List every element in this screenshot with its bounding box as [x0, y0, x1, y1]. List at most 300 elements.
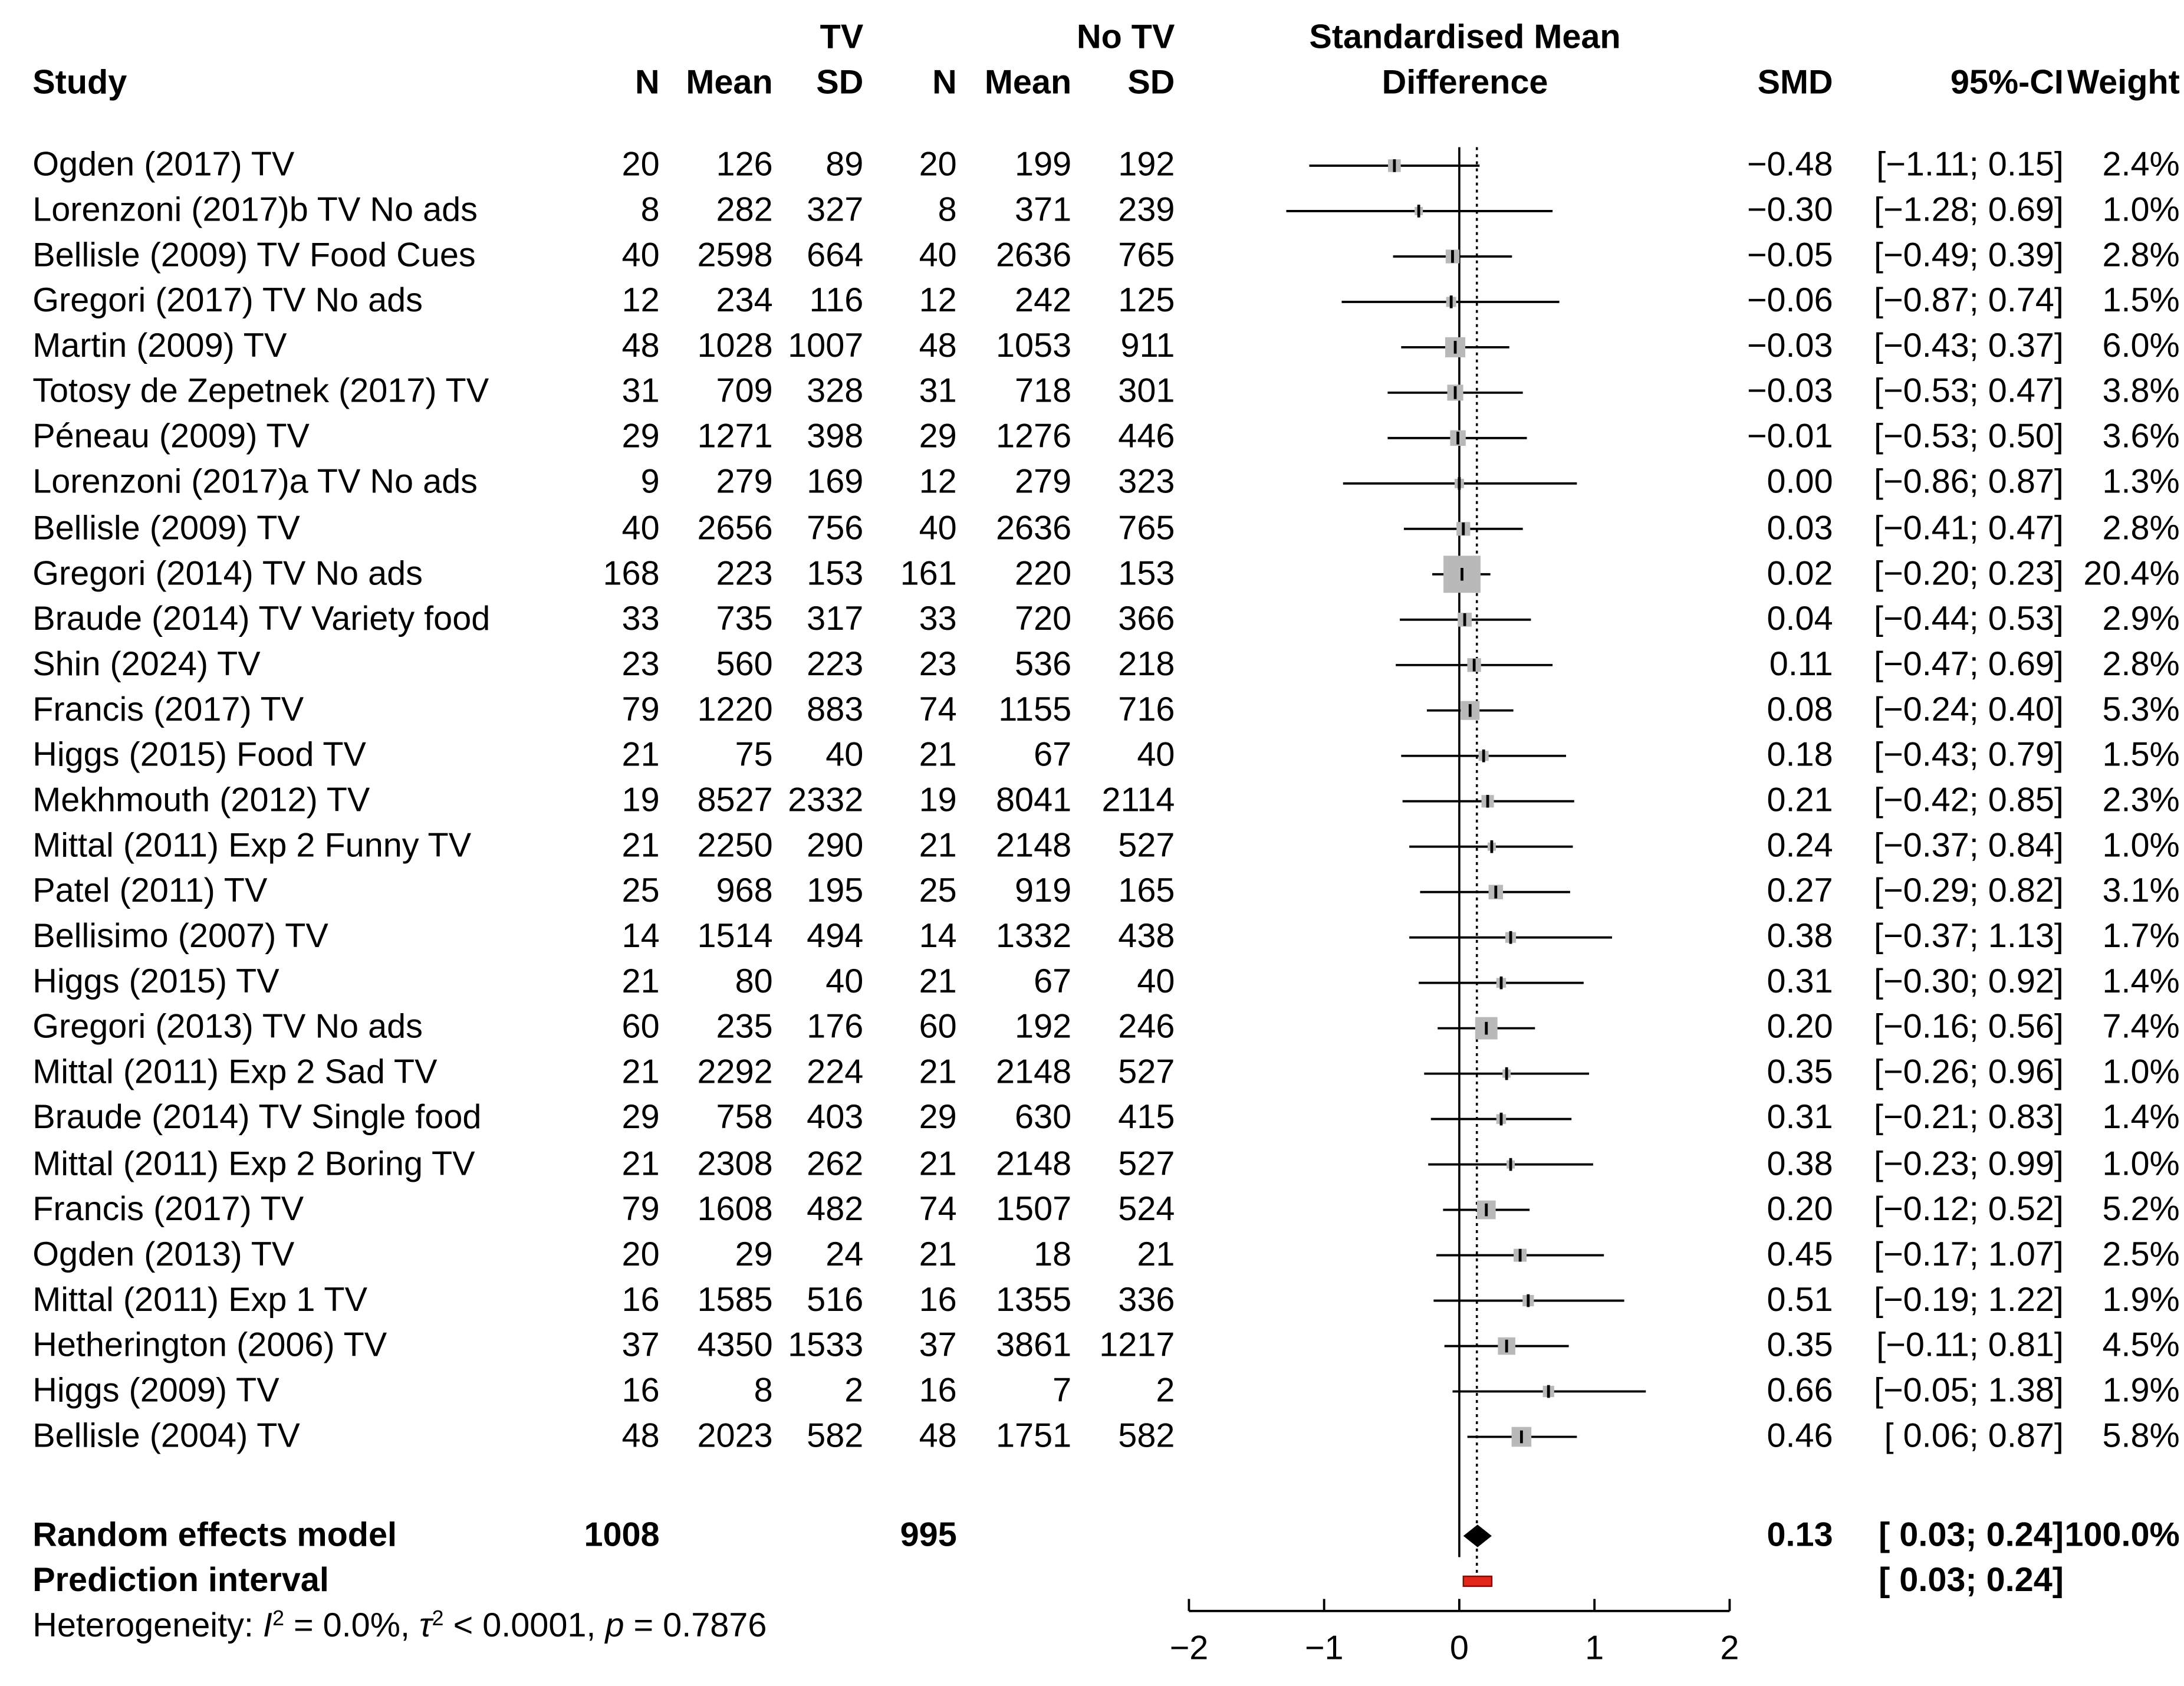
weight-value: 5.8% [2102, 1416, 2180, 1455]
summary-ci: [ 0.03; 0.24] [1879, 1516, 2064, 1554]
smd-value: 0.20 [1767, 1008, 1833, 1047]
tv-mean: 1220 [697, 691, 773, 729]
heterogeneity-segment: τ [419, 1606, 432, 1645]
tv-sd: 40 [825, 962, 864, 1001]
summary-weight: 100.0% [2064, 1516, 2180, 1554]
no-tv-n: 40 [919, 509, 957, 547]
tv-mean: 2656 [697, 509, 773, 547]
ci-value: [−0.23; 0.99] [1873, 1144, 2064, 1183]
no-tv-sd: 153 [1118, 554, 1175, 593]
study-row [0, 1187, 2184, 1233]
study-row [0, 1096, 2184, 1142]
tv-n: 37 [621, 1326, 660, 1365]
no-tv-mean: 2148 [996, 1144, 1072, 1183]
smd-value: −0.05 [1746, 236, 1833, 275]
no-tv-mean: 2148 [996, 827, 1072, 865]
study-name: Francis (2017) TV [32, 691, 304, 729]
tv-n: 79 [621, 1189, 660, 1228]
tv-mean: 235 [716, 1008, 773, 1047]
tv-mean: 279 [716, 464, 773, 502]
tv-sd: 169 [807, 464, 864, 502]
weight-value: 1.4% [2102, 1099, 2180, 1138]
no-tv-n: 8 [938, 191, 957, 230]
tv-n: 16 [621, 1280, 660, 1319]
study-row [0, 551, 2184, 597]
ci-value: [−0.43; 0.79] [1873, 736, 2064, 774]
study-name: Mittal (2011) Exp 2 Boring TV [32, 1144, 475, 1183]
weight-value: 1.3% [2102, 464, 2180, 502]
no-tv-mean: 1053 [996, 327, 1072, 366]
tv-sd: 153 [807, 554, 864, 593]
no-tv-sd: 527 [1118, 827, 1175, 865]
weight-value: 4.5% [2102, 1326, 2180, 1365]
heterogeneity-segment: p [605, 1606, 624, 1645]
heterogeneity-text [32, 1604, 1165, 1649]
no-tv-sd: 716 [1118, 691, 1175, 729]
tv-n: 25 [621, 872, 660, 911]
tv-n: 9 [640, 464, 660, 502]
weight-value: 2.9% [2102, 600, 2180, 638]
tv-sd: 1533 [788, 1326, 864, 1365]
ci-value: [−0.47; 0.69] [1873, 645, 2064, 683]
ci-column-header: 95%-CI [1950, 64, 2064, 102]
weight-value: 3.6% [2102, 418, 2180, 456]
study-name: Higgs (2015) Food TV [32, 736, 366, 774]
tv-sd: 494 [807, 917, 864, 956]
ci-value: [−0.49; 0.39] [1873, 236, 2064, 275]
tv-sd: 516 [807, 1280, 864, 1319]
tv-sd: 24 [825, 1235, 864, 1274]
smd-value: 0.31 [1767, 1099, 1833, 1138]
ci-value: [−0.42; 0.85] [1873, 781, 2064, 820]
smd-value: −0.01 [1746, 418, 1833, 456]
ci-value: [−0.87; 0.74] [1873, 282, 2064, 321]
tv-sd: 223 [807, 645, 864, 683]
no-tv-n: 25 [919, 872, 957, 911]
tv-sd: 327 [807, 191, 864, 230]
tv-n: 23 [621, 645, 660, 683]
tv-sd: 262 [807, 1144, 864, 1183]
study-name: Péneau (2009) TV [32, 418, 310, 456]
study-name: Lorenzoni (2017)b TV No ads [32, 191, 478, 230]
tv-mean: 1028 [697, 327, 773, 366]
study-row [0, 778, 2184, 824]
no-tv-n: 161 [900, 554, 957, 593]
smd-value: 0.27 [1767, 872, 1833, 911]
no-tv-mean: 720 [1015, 600, 1072, 638]
no-tv-n: 14 [919, 917, 957, 956]
tv-mean: 282 [716, 191, 773, 230]
tv-n: 60 [621, 1008, 660, 1047]
no-tv-sd: 165 [1118, 872, 1175, 911]
study-row [0, 1369, 2184, 1414]
study-row [0, 1142, 2184, 1187]
weight-value: 6.0% [2102, 327, 2180, 366]
ci-value: [−0.41; 0.47] [1873, 509, 2064, 547]
summary-label: Random effects model [32, 1516, 397, 1554]
no-tv-sd: 1217 [1099, 1326, 1175, 1365]
tv-sd: 883 [807, 691, 864, 729]
no-tv-n: 21 [919, 736, 957, 774]
weight-value: 2.3% [2102, 781, 2180, 820]
weight-value: 1.4% [2102, 962, 2180, 1001]
tv-sd: 195 [807, 872, 864, 911]
tv-n: 16 [621, 1371, 660, 1410]
tv-mean: 4350 [697, 1326, 773, 1365]
heterogeneity-row [0, 1604, 2184, 1649]
weight-value: 1.0% [2102, 191, 2180, 230]
no-tv-sd: 125 [1118, 282, 1175, 321]
tv-n: 20 [621, 146, 660, 185]
tv-mean: 8527 [697, 781, 773, 820]
weight-value: 1.0% [2102, 1053, 2180, 1092]
smd-value: 0.08 [1767, 691, 1833, 729]
prediction-label: Prediction interval [32, 1561, 329, 1600]
axis-tick-label: 1 [1585, 1629, 1604, 1667]
tv-n: 12 [621, 282, 660, 321]
no-tv-sd: 218 [1118, 645, 1175, 683]
smd-value: 0.04 [1767, 600, 1833, 638]
axis-tick-label: 0 [1449, 1629, 1469, 1667]
no-tv-n: 29 [919, 1099, 957, 1138]
no-tv-mean: 18 [1034, 1235, 1072, 1274]
weight-value: 2.5% [2102, 1235, 2180, 1274]
study-name: Mittal (2011) Exp 2 Funny TV [32, 827, 472, 865]
study-row [0, 415, 2184, 461]
no-tv-mean: 1155 [998, 691, 1072, 729]
no-tv-mean: 718 [1015, 373, 1072, 411]
no-tv-sd: 446 [1118, 418, 1175, 456]
no-tv-n: 40 [919, 236, 957, 275]
tv-mean: 2598 [697, 236, 773, 275]
tv-sd: 328 [807, 373, 864, 411]
axis-tick-label: −1 [1304, 1629, 1344, 1667]
ci-value: [−0.19; 1.22] [1873, 1280, 2064, 1319]
tv-n: 19 [621, 781, 660, 820]
tv-n: 21 [621, 1144, 660, 1183]
smd-value: 0.38 [1767, 917, 1833, 956]
weight-value: 7.4% [2102, 1008, 2180, 1047]
study-column-header: Study [32, 64, 127, 102]
ci-value: [−0.53; 0.50] [1873, 418, 2064, 456]
study-row [0, 1278, 2184, 1323]
no-tv-mean: 1751 [996, 1416, 1072, 1455]
heterogeneity-segment: 2 [432, 1606, 444, 1631]
tv-sd: 403 [807, 1099, 864, 1138]
tv-sd: 89 [825, 146, 864, 185]
smd-value: −0.06 [1746, 282, 1833, 321]
no-tv-sd: 21 [1137, 1235, 1175, 1274]
study-row [0, 234, 2184, 279]
no-tv-n: 16 [919, 1280, 957, 1319]
study-name: Ogden (2017) TV [32, 146, 295, 185]
weight-value: 1.5% [2102, 736, 2180, 774]
weight-value: 1.9% [2102, 1371, 2180, 1410]
weight-value: 5.2% [2102, 1189, 2180, 1228]
no-tv-sd: 765 [1118, 509, 1175, 547]
heterogeneity-segment: Heterogeneity: [32, 1606, 263, 1645]
no-tv-sd: 582 [1118, 1416, 1175, 1455]
tv-n: 79 [621, 691, 660, 729]
no-tv-sd: 192 [1118, 146, 1175, 185]
no-tv-mean: 536 [1015, 645, 1072, 683]
tv-n: 168 [603, 554, 660, 593]
no-tv-group-label: No TV [1076, 18, 1175, 57]
tv-sd-header: SD [816, 64, 864, 102]
ci-value: [−0.24; 0.40] [1873, 691, 2064, 729]
no-tv-mean: 192 [1015, 1008, 1072, 1047]
no-tv-mean: 1355 [996, 1280, 1072, 1319]
weight-value: 1.9% [2102, 1280, 2180, 1319]
heterogeneity-segment: 2 [272, 1606, 284, 1631]
no-tv-mean: 2148 [996, 1053, 1072, 1092]
smd-value: −0.48 [1746, 146, 1833, 185]
ci-value: [−1.28; 0.69] [1873, 191, 2064, 230]
weight-value: 2.8% [2102, 645, 2180, 683]
no-tv-mean: 199 [1015, 146, 1072, 185]
no-tv-n: 48 [919, 327, 957, 366]
smd-value: 0.24 [1767, 827, 1833, 865]
tv-n: 14 [621, 917, 660, 956]
study-name: Totosy de Zepetnek (2017) TV [32, 373, 489, 411]
study-row [0, 1005, 2184, 1051]
study-name: Bellisle (2009) TV [32, 509, 300, 547]
prediction-interval-row [0, 1559, 2184, 1604]
smd-value: 0.03 [1767, 509, 1833, 547]
smd-value: 0.20 [1767, 1189, 1833, 1228]
tv-sd: 398 [807, 418, 864, 456]
tv-n: 29 [621, 418, 660, 456]
no-tv-mean: 220 [1015, 554, 1072, 593]
tv-mean: 234 [716, 282, 773, 321]
smd-value: 0.02 [1767, 554, 1833, 593]
study-name: Higgs (2015) TV [32, 962, 279, 1001]
no-tv-sd: 301 [1118, 373, 1175, 411]
summary-row [0, 1513, 2184, 1559]
no-tv-n: 21 [919, 827, 957, 865]
tv-sd: 40 [825, 736, 864, 774]
weight-value: 1.5% [2102, 282, 2180, 321]
study-name: Shin (2024) TV [32, 645, 261, 683]
no-tv-sd: 2114 [1101, 781, 1175, 820]
ci-value: [−0.86; 0.87] [1873, 464, 2064, 502]
no-tv-n: 74 [919, 691, 957, 729]
no-tv-sd: 911 [1120, 327, 1175, 366]
tv-mean: 1271 [697, 418, 773, 456]
ci-value: [−0.30; 0.92] [1873, 962, 2064, 1001]
tv-group-label: TV [820, 18, 864, 57]
smd-header-line2: Difference [1382, 64, 1548, 102]
no-tv-mean: 1332 [996, 917, 1072, 956]
study-row [0, 324, 2184, 370]
no-tv-sd: 40 [1137, 962, 1175, 1001]
smd-value: 0.66 [1767, 1371, 1833, 1410]
no-tv-sd: 765 [1118, 236, 1175, 275]
no-tv-n: 16 [919, 1371, 957, 1410]
tv-n: 21 [621, 962, 660, 1001]
no-tv-sd: 239 [1118, 191, 1175, 230]
tv-mean: 223 [716, 554, 773, 593]
weight-value: 1.0% [2102, 1144, 2180, 1183]
tv-n: 20 [621, 1235, 660, 1274]
summary-tv-n: 1008 [584, 1516, 660, 1554]
ci-value: [−0.53; 0.47] [1873, 373, 2064, 411]
no-tv-n: 74 [919, 1189, 957, 1228]
no-tv-sd-header: SD [1127, 64, 1175, 102]
weight-value: 5.3% [2102, 691, 2180, 729]
axis-tick-label: 2 [1720, 1629, 1739, 1667]
study-name: Patel (2011) TV [32, 872, 268, 911]
tv-mean: 8 [754, 1371, 773, 1410]
tv-sd: 1007 [788, 327, 864, 366]
study-row [0, 1414, 2184, 1460]
study-name: Hetherington (2006) TV [32, 1326, 387, 1365]
tv-n: 8 [640, 191, 660, 230]
no-tv-mean: 279 [1015, 464, 1072, 502]
no-tv-sd: 336 [1118, 1280, 1175, 1319]
ci-value: [−0.44; 0.53] [1873, 600, 2064, 638]
study-name: Ogden (2013) TV [32, 1235, 295, 1274]
ci-value: [−0.11; 0.81] [1876, 1326, 2064, 1365]
weight-value: 3.1% [2102, 872, 2180, 911]
tv-sd: 317 [807, 600, 864, 638]
no-tv-sd: 40 [1137, 736, 1175, 774]
smd-value: −0.30 [1746, 191, 1833, 230]
no-tv-sd: 415 [1118, 1099, 1175, 1138]
no-tv-n: 19 [919, 781, 957, 820]
heterogeneity-segment: < 0.0001, [443, 1606, 606, 1645]
study-row [0, 461, 2184, 506]
tv-mean: 560 [716, 645, 773, 683]
tv-n: 21 [621, 736, 660, 774]
study-name: Gregori (2017) TV No ads [32, 282, 423, 321]
weight-value: 2.4% [2102, 146, 2180, 185]
study-row [0, 915, 2184, 960]
smd-value: −0.03 [1746, 327, 1833, 366]
study-name: Higgs (2009) TV [32, 1371, 279, 1410]
smd-value: 0.31 [1767, 962, 1833, 1001]
study-row [0, 733, 2184, 778]
tv-mean: 2023 [697, 1416, 773, 1455]
no-tv-n: 21 [919, 1144, 957, 1183]
study-name: Braude (2014) TV Single food [32, 1099, 482, 1138]
ci-value: [−0.21; 0.83] [1873, 1099, 2064, 1138]
tv-sd: 2 [844, 1371, 864, 1410]
tv-sd: 290 [807, 827, 864, 865]
tv-mean: 758 [716, 1099, 773, 1138]
ci-value: [−0.17; 1.07] [1873, 1235, 2064, 1274]
study-row [0, 1051, 2184, 1096]
smd-header-line1: Standardised Mean [1309, 18, 1621, 57]
study-name: Gregori (2014) TV No ads [32, 554, 423, 593]
study-name: Martin (2009) TV [32, 327, 287, 366]
no-tv-sd: 323 [1118, 464, 1175, 502]
no-tv-mean: 3861 [996, 1326, 1072, 1365]
study-row [0, 370, 2184, 415]
ci-value: [ 0.06; 0.87] [1884, 1416, 2064, 1455]
study-name: Gregori (2013) TV No ads [32, 1008, 423, 1047]
tv-n: 40 [621, 236, 660, 275]
no-tv-n: 20 [919, 146, 957, 185]
tv-n-header: N [634, 64, 660, 102]
no-tv-mean: 2636 [996, 509, 1072, 547]
study-name: Lorenzoni (2017)a TV No ads [32, 464, 478, 502]
study-row [0, 506, 2184, 551]
tv-mean: 126 [716, 146, 773, 185]
no-tv-mean: 630 [1015, 1099, 1072, 1138]
heterogeneity-segment: = 0.7876 [624, 1606, 767, 1645]
no-tv-mean-header: Mean [984, 64, 1072, 102]
no-tv-n: 33 [919, 600, 957, 638]
smd-value: 0.00 [1767, 464, 1833, 502]
no-tv-n: 31 [919, 373, 957, 411]
study-name: Mekhmouth (2012) TV [32, 781, 370, 820]
tv-n: 48 [621, 327, 660, 366]
no-tv-sd: 246 [1118, 1008, 1175, 1047]
tv-mean-header: Mean [686, 64, 773, 102]
no-tv-n: 60 [919, 1008, 957, 1047]
smd-value: 0.38 [1767, 1144, 1833, 1183]
no-tv-sd: 366 [1118, 600, 1175, 638]
study-name: Bellisle (2004) TV [32, 1416, 300, 1455]
no-tv-mean: 2636 [996, 236, 1072, 275]
smd-value: 0.51 [1767, 1280, 1833, 1319]
tv-n: 48 [621, 1416, 660, 1455]
smd-value: 0.35 [1767, 1053, 1833, 1092]
smd-value: 0.21 [1767, 781, 1833, 820]
weight-value: 3.8% [2102, 373, 2180, 411]
tv-sd: 2332 [788, 781, 864, 820]
no-tv-n: 21 [919, 962, 957, 1001]
no-tv-mean: 67 [1034, 962, 1072, 1001]
tv-mean: 968 [716, 872, 773, 911]
no-tv-sd: 527 [1118, 1053, 1175, 1092]
tv-mean: 80 [735, 962, 773, 1001]
ci-value: [−0.12; 0.52] [1873, 1189, 2064, 1228]
study-row [0, 279, 2184, 324]
smd-value: −0.03 [1746, 373, 1833, 411]
tv-sd: 582 [807, 1416, 864, 1455]
no-tv-n-header: N [932, 64, 957, 102]
study-row [0, 824, 2184, 869]
axis-tick-label: −2 [1169, 1629, 1209, 1667]
no-tv-mean: 1276 [996, 418, 1072, 456]
no-tv-mean: 371 [1015, 191, 1072, 230]
ci-value: [−0.29; 0.82] [1873, 872, 2064, 911]
smd-value: 0.45 [1767, 1235, 1833, 1274]
heterogeneity-segment: = 0.0%, [284, 1606, 419, 1645]
summary-smd: 0.13 [1767, 1516, 1833, 1554]
ci-value: [−0.37; 0.84] [1873, 827, 2064, 865]
tv-n: 21 [621, 1053, 660, 1092]
study-row [0, 642, 2184, 688]
tv-sd: 176 [807, 1008, 864, 1047]
study-name: Bellisle (2009) TV Food Cues [32, 236, 476, 275]
tv-mean: 75 [735, 736, 773, 774]
smd-value: 0.35 [1767, 1326, 1833, 1365]
no-tv-n: 29 [919, 418, 957, 456]
no-tv-n: 21 [919, 1235, 957, 1274]
ci-value: [−0.43; 0.37] [1873, 327, 2064, 366]
tv-mean: 2250 [697, 827, 773, 865]
no-tv-mean: 242 [1015, 282, 1072, 321]
ci-value: [−0.26; 0.96] [1873, 1053, 2064, 1092]
no-tv-n: 21 [919, 1053, 957, 1092]
study-row [0, 688, 2184, 733]
tv-mean: 709 [716, 373, 773, 411]
study-name: Bellisimo (2007) TV [32, 917, 328, 956]
no-tv-mean: 8041 [996, 781, 1072, 820]
